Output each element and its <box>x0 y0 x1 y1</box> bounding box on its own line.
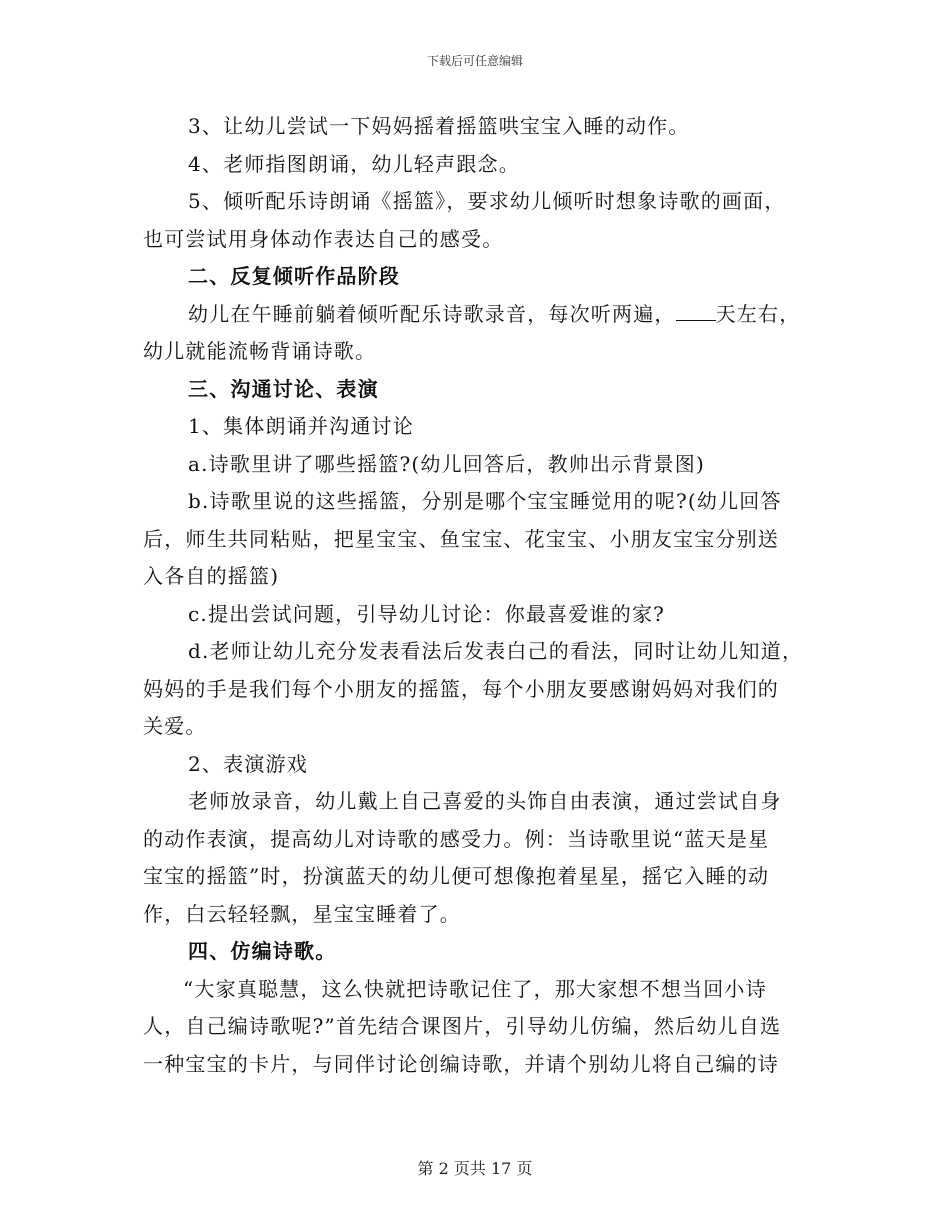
paragraph-line: 幼儿就能流畅背诵诗歌。 <box>143 339 377 363</box>
fill-in-blank <box>676 298 716 321</box>
paragraph-line: 5、倾听配乐诗朗诵《摇篮》，要求幼儿倾听时想象诗歌的画面， <box>188 189 786 213</box>
paragraph-line: 妈妈的手是我们每个小朋友的摇篮，每个小朋友要感谢妈妈对我们的 <box>143 676 779 701</box>
paragraph-line: 1、集体朗诵并沟通讨论 <box>188 414 414 438</box>
paragraph-text: 天左右， <box>715 301 801 326</box>
paragraph-line: 入各自的摇篮) <box>143 564 280 588</box>
paragraph-line: 2、表演游戏 <box>188 751 308 776</box>
section-heading: 四、仿编诗歌。 <box>188 939 337 963</box>
paragraph-line: 4、老师指图朗诵，幼儿轻声跟念。 <box>188 151 520 176</box>
section-heading: 三、沟通讨论、表演 <box>188 376 379 401</box>
paragraph-line <box>143 296 808 334</box>
document-body <box>143 108 808 1083</box>
paragraph-line: 的动作表演，提高幼儿对诗歌的感受力。例：当诗歌里说“蓝天是星 <box>143 826 770 851</box>
paragraph-line: 一种宝宝的卡片，与同伴讨论创编诗歌，并请个别幼儿将自己编的诗 <box>143 1051 779 1076</box>
paragraph-line: 人，自己编诗歌呢?”首先结合课图片，引导幼儿仿编，然后幼儿自选 <box>143 1014 782 1038</box>
paragraph-line: b.诗歌里说的这些摇篮，分别是哪个宝宝睡觉用的呢?(幼儿回答 <box>188 489 782 513</box>
paragraph-line: 3、让幼儿尝试一下妈妈摇着摇篮哄宝宝入睡的动作。 <box>188 114 690 138</box>
section-heading: 二、反复倾听作品阶段 <box>188 264 400 288</box>
paragraph-line: 也可尝试用身体动作表达自己的感受。 <box>143 226 504 251</box>
paragraph-line: 后，师生共同粘贴，把星宝宝、鱼宝宝、花宝宝、小朋友宝宝分别送 <box>143 526 779 551</box>
page-header: 下载后可任意编辑 <box>426 54 523 68</box>
paragraph-line: c.提出尝试问题，引导幼儿讨论：你最喜爱谁的家? <box>188 601 666 626</box>
paragraph-text: 幼儿在午睡前躺着倾听配乐诗歌录音，每次听两遍， <box>188 301 676 326</box>
page-footer: 第 2 页共 17 页 <box>417 1159 533 1178</box>
paragraph-line: “大家真聪慧，这么快就把诗歌记住了，那大家想不想当回小诗 <box>183 976 767 1001</box>
paragraph-line: 老师放录音，幼儿戴上自己喜爱的头饰自由表演，通过尝试自身 <box>188 789 782 813</box>
paragraph-line: 作，白云轻轻飘，星宝宝睡着了。 <box>143 901 461 926</box>
paragraph-line: a.诗歌里讲了哪些摇篮?(幼儿回答后，教帅出示背景图) <box>188 451 706 476</box>
paragraph-line: d.老师让幼儿充分发表看法后发表白己的看法，同时让幼儿知道， <box>188 639 804 663</box>
paragraph-line: 关爱。 <box>143 714 207 738</box>
paragraph-line: 宝宝的摇篮”时，扮演蓝天的幼儿便可想像抱着星星，摇它入睡的动 <box>143 864 770 888</box>
